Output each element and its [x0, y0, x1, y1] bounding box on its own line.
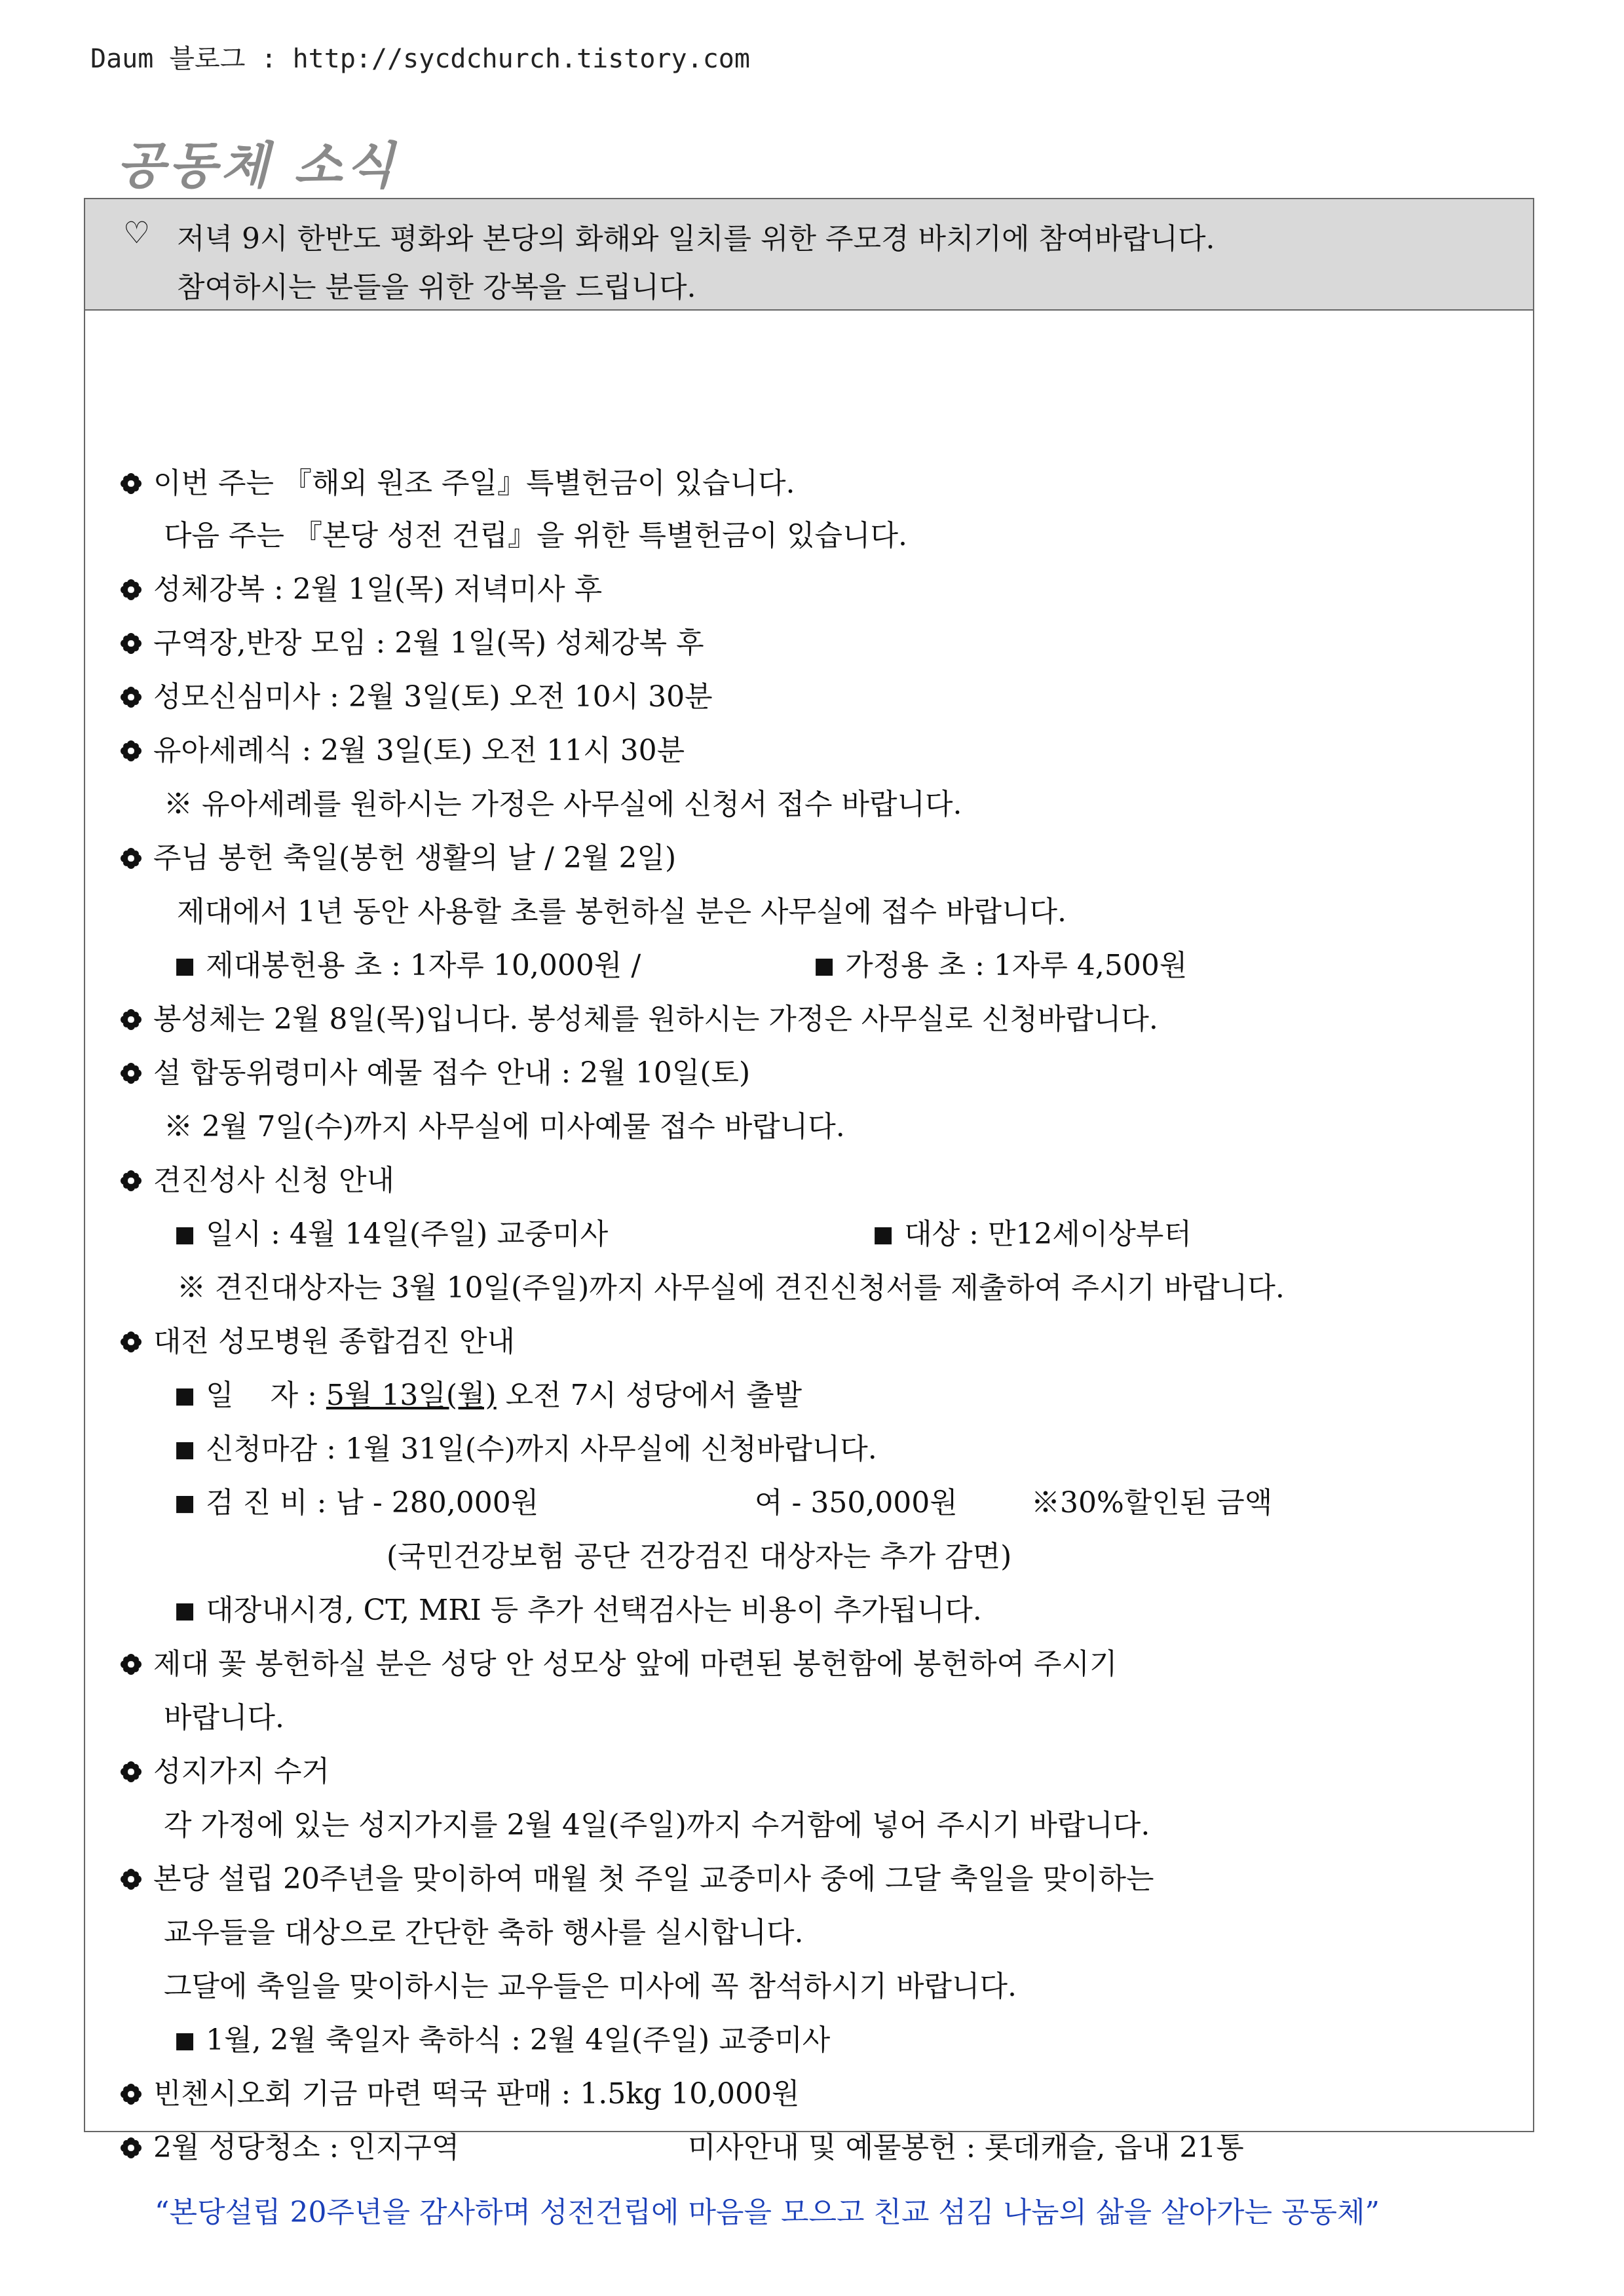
news-box [84, 198, 1534, 2164]
flower-bullet-icon [119, 1326, 143, 1350]
item-text: 성체강복 : 2월 1일(목) 저녁미사 후 [153, 573, 603, 606]
list-item: ※ 2월 7일(수)까지 사무실에 미사예물 접수 바랍니다. [164, 1110, 845, 1143]
square-bullet-icon: ■ [174, 953, 196, 979]
square-bullet-icon: ■ [174, 1490, 196, 1516]
list-item [174, 1592, 982, 1631]
flower-bullet-icon [119, 2078, 143, 2102]
flower-bullet-icon [119, 1756, 143, 1780]
list-item: 바랍니다. [164, 1701, 285, 1734]
item-text: 검 진 비 : 남 - 280,000원 [206, 1486, 539, 1520]
item-text: 성지가지 수거 [153, 1755, 330, 1788]
item-text: 대전 성모병원 종합검진 안내 [153, 1325, 516, 1358]
list-item [119, 2076, 800, 2113]
square-bullet-icon: ■ [174, 1436, 196, 1463]
item-text: 신청마감 : 1월 31일(수)까지 사무실에 신청바랍니다. [206, 1432, 877, 1466]
item-text: 구역장,반장 모임 : 2월 1일(목) 성체강복 후 [153, 626, 704, 660]
list-item [174, 1431, 877, 1470]
item-text: 이번 주는 『해외 원조 주일』특별헌금이 있습니다. [153, 467, 795, 500]
item-text: 견진성사 신청 안내 [153, 1164, 395, 1197]
flower-bullet-icon [119, 735, 143, 759]
list-item [174, 1377, 802, 1416]
item-text: 일시 : 4월 14일(주일) 교중미사 [206, 1217, 609, 1251]
checkup-date: 5월 13일(월) [326, 1379, 497, 1412]
item-text: 설 합동위령미사 예물 접수 안내 : 2월 10일(토) [153, 1056, 751, 1090]
list-item: ※ 견진대상자는 3월 10일(주일)까지 사무실에 견진신청서를 제출하여 주시기 바랍니다. [177, 1271, 1285, 1305]
flower-bullet-icon [119, 1058, 143, 1081]
list-item: (국민건강보험 공단 건강검진 대상자는 추가 감면) [387, 1540, 1012, 1573]
list-item [873, 1216, 1192, 1255]
flower-bullet-icon [119, 1165, 143, 1189]
flower-bullet-icon [119, 681, 143, 705]
list-item [119, 465, 795, 502]
item-text: 봉성체는 2월 8일(목)입니다. 봉성체를 원하시는 가정은 사무실로 신청바랍니다. [153, 1003, 1158, 1036]
list-item [119, 1753, 330, 1790]
section-title: 공동체 소식 [117, 136, 398, 195]
item-text: 성모신심미사 : 2월 3일(토) 오전 10시 30분 [153, 680, 713, 714]
notice-banner [85, 199, 1533, 311]
flower-bullet-icon [119, 574, 143, 598]
list-item [174, 1216, 608, 1255]
square-bullet-icon: ■ [174, 1598, 196, 1624]
item-text: 일 자 : [206, 1379, 326, 1412]
item-text: 1월, 2월 축일자 축하식 : 2월 4일(주일) 교중미사 [206, 2023, 831, 2057]
list-item [814, 947, 1187, 986]
flower-bullet-icon [119, 1004, 143, 1027]
item-text: 오전 7시 성당에서 출발 [496, 1379, 803, 1412]
list-item [119, 2130, 459, 2166]
flower-bullet-icon [119, 468, 143, 491]
flower-bullet-icon [119, 1649, 143, 1672]
list-item [174, 947, 641, 986]
square-bullet-icon: ■ [174, 2027, 196, 2054]
item-text: 빈첸시오회 기금 마련 떡국 판매 : 1.5kg 10,000원 [153, 2077, 800, 2111]
notice-line-2: 참여하시는 분들을 위한 강복을 드립니다. [177, 271, 696, 304]
list-item [119, 840, 676, 877]
item-text: 본당 설립 20주년을 맞이하여 매월 첫 주일 교중미사 중에 그달 축일을 맞이하는 [153, 1862, 1154, 1896]
square-bullet-icon: ■ [174, 1383, 196, 1409]
heart-icon: ♡ [123, 215, 151, 250]
list-item: 미사안내 및 예물봉헌 : 롯데캐슬, 읍내 21통 [688, 2131, 1244, 2164]
item-text: 2월 성당청소 : 인지구역 [153, 2131, 460, 2164]
item-text: 대상 : 만12세이상부터 [904, 1217, 1192, 1251]
list-item [119, 1162, 394, 1199]
item-text: 대장내시경, CT, MRI 등 추가 선택검사는 비용이 추가됩니다. [206, 1594, 982, 1627]
list-item [119, 571, 602, 608]
list-item [174, 1485, 538, 1523]
list-item [119, 1055, 750, 1092]
flower-bullet-icon [119, 2132, 143, 2156]
list-item: 제대에서 1년 동안 사용할 초를 봉헌하실 분은 사무실에 접수 바랍니다. [177, 895, 1067, 928]
item-text: 주님 봉헌 축일(봉헌 생활의 날 / 2월 2일) [153, 841, 677, 875]
flower-bullet-icon [119, 628, 143, 651]
item-text: 제대 꽃 봉헌하실 분은 성당 안 성모상 앞에 마련된 봉헌함에 봉헌하여 주시기 [153, 1647, 1118, 1681]
square-bullet-icon: ■ [814, 953, 835, 979]
list-item: 교우들을 대상으로 간단한 축하 행사를 실시합니다. [164, 1916, 804, 1949]
list-item [119, 1861, 1154, 1898]
item-text: 제대봉헌용 초 : 1자루 10,000원 / [206, 949, 641, 982]
list-item: 다음 주는 『본당 성전 건립』을 위한 특별헌금이 있습니다. [164, 519, 907, 552]
list-item: ※ 유아세례를 원하시는 가정은 사무실에 신청서 접수 바랍니다. [164, 788, 962, 821]
item-text: 유아세례식 : 2월 3일(토) 오전 11시 30분 [153, 734, 685, 767]
list-item: 그달에 축일을 맞이하시는 교우들은 미사에 꼭 참석하시기 바랍니다. [164, 1970, 1017, 2003]
footer-motto: “본당설립 20주년을 감사하며 성전건립에 마음을 모으고 친교 섬김 나눔의 삶을 살아가는 공동체” [155, 2196, 1380, 2229]
list-item: 여 - 350,000원 [755, 1486, 958, 1520]
list-item [119, 625, 704, 662]
list-item [119, 1001, 1158, 1038]
list-item [119, 1646, 1117, 1683]
notice-line-1: 저녁 9시 한반도 평화와 본당의 화해와 일치를 위한 주모경 바치기에 참여바랍니다. [177, 222, 1215, 256]
list-item: ※30%할인된 금액 [1031, 1486, 1273, 1520]
list-item [119, 733, 685, 769]
list-item [119, 679, 713, 716]
list-item [119, 1324, 515, 1360]
blog-url: Daum 블로그 : http://sycdchurch.tistory.com [90, 44, 750, 74]
list-item [174, 2022, 830, 2061]
item-text: 가정용 초 : 1자루 4,500원 [845, 949, 1188, 982]
square-bullet-icon: ■ [174, 1221, 196, 1248]
flower-bullet-icon [119, 843, 143, 866]
square-bullet-icon: ■ [873, 1221, 894, 1248]
flower-bullet-icon [119, 1864, 143, 1887]
list-item: 각 가정에 있는 성지가지를 2월 4일(주일)까지 수거함에 넣어 주시기 바랍니다. [164, 1808, 1150, 1842]
